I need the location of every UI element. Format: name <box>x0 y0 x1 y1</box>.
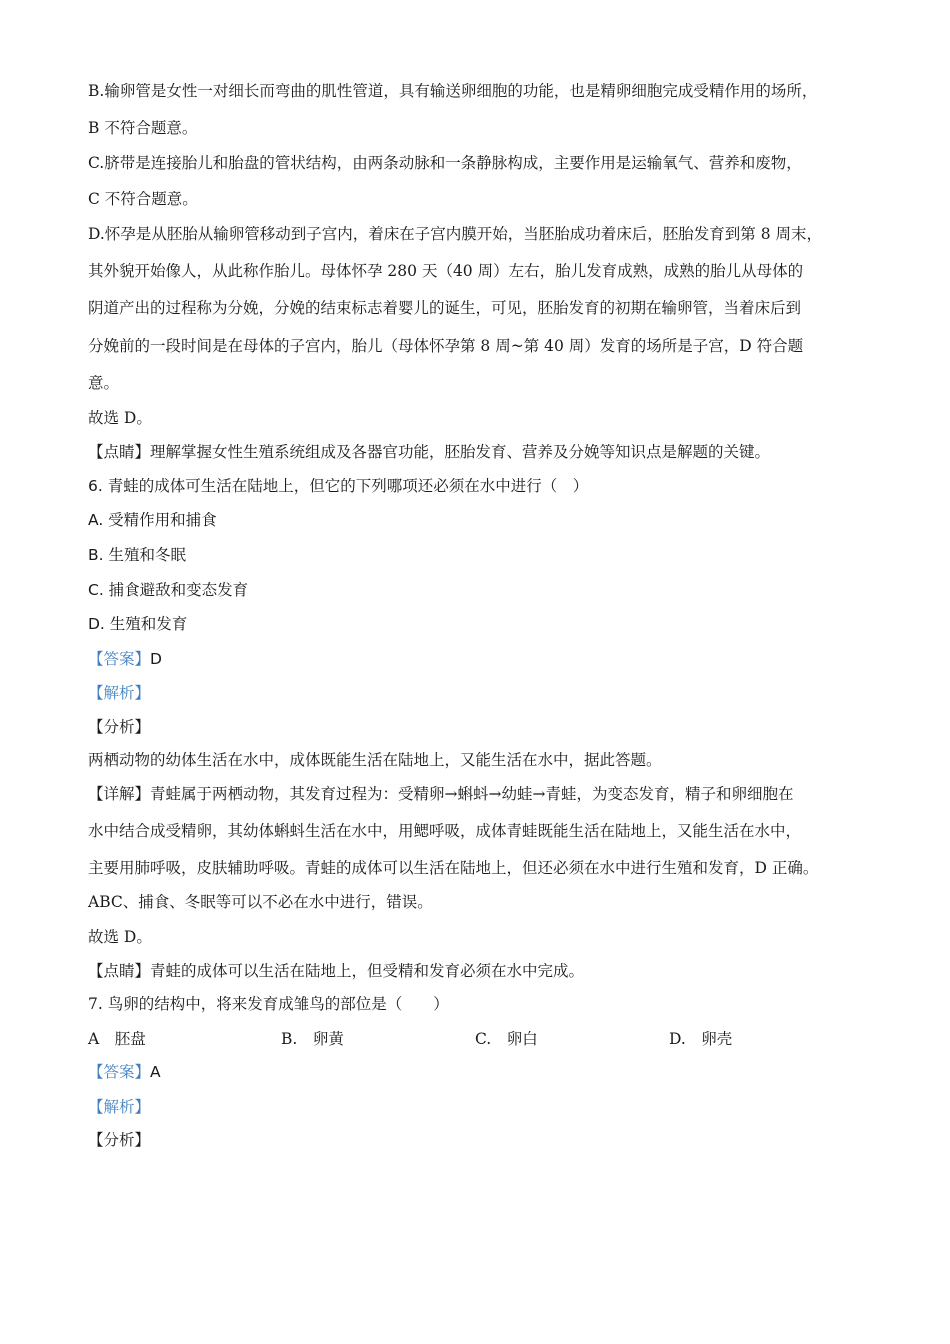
answer-tag: 【答案】 <box>88 650 151 668</box>
text-line: D.怀孕是从胚胎从输卵管移动到子宫内，着床在子宫内膜开始，当胚胎成功着床后，胚胎发育到第 8 周末， <box>88 225 823 243</box>
text-line <box>88 784 793 804</box>
answer-line <box>88 1062 161 1082</box>
dianjing-tag: 【点睛】 <box>88 962 151 980</box>
text-line: 阴道产出的过程称为分娩，分娩的结束标志着婴儿的诞生，可见，胚胎发育的初期在输卵管，当着床后到 <box>88 299 802 317</box>
option-d: D. 卵壳 <box>669 1030 733 1048</box>
analysis-tag: 【解析】 <box>88 684 151 702</box>
text-line: 【点睛】理解掌握女性生殖系统组成及各器官功能，胚胎发育、营养及分娩等知识点是解题的关键。 <box>88 443 771 461</box>
question-7: 7. 鸟卵的结构中，将来发育成雏鸟的部位是（ ） <box>88 995 449 1013</box>
option-d: D. 生殖和发育 <box>88 615 188 633</box>
text-line: C.脐带是连接胎儿和胎盘的管状结构，由两条动脉和一条静脉构成，主要作用是运输氧气、营养和废物， <box>88 154 802 172</box>
text-line: 分娩前的一段时间是在母体的子宫内，胎儿（母体怀孕第 8 周~第 40 周）发育的场所是子宫，D 符合题 <box>88 337 804 355</box>
option-b: B. 生殖和冬眠 <box>88 546 186 564</box>
answer-value: A <box>150 1063 161 1081</box>
text-line: 故选 D。 <box>88 928 152 946</box>
text-line: ABC、捕食、冬眠等可以不必在水中进行，错误。 <box>88 893 433 911</box>
text-line: 故选 D。 <box>88 409 152 427</box>
detail-tag: 【详解】 <box>88 785 151 803</box>
answer-line <box>88 649 162 669</box>
text-line: B.输卵管是女性一对细长而弯曲的肌性管道，具有输送卵细胞的功能，也是精卵细胞完成受精作用的场所， <box>88 82 818 100</box>
option-a: A. 受精作用和捕食 <box>88 511 217 529</box>
text-line <box>88 961 584 981</box>
fenxi-tag: 【分析】 <box>88 1131 151 1149</box>
dianjing-text: 青蛙的成体可以生活在陆地上，但受精和发育必须在水中完成。 <box>150 962 585 980</box>
text-line: 主要用肺呼吸，皮肤辅助呼吸。青蛙的成体可以生活在陆地上，但还必须在水中进行生殖和发育，D 正确。 <box>88 859 819 877</box>
answer-value: D <box>150 650 162 668</box>
text-line: 水中结合成受精卵，其幼体蝌蚪生活在水中，用鳃呼吸，成体青蛙既能生活在陆地上，又能生活在水中， <box>88 822 802 840</box>
text-line: B 不符合题意。 <box>88 119 198 137</box>
text-line: C 不符合题意。 <box>88 190 198 208</box>
question-6: 6. 青蛙的成体可生活在陆地上，但它的下列哪项还必须在水中进行（ ） <box>88 477 589 495</box>
text-line: 其外貌开始像人，从此称作胎儿。母体怀孕 280 天（40 周）左右，胎儿发育成熟，成熟的胎儿从母体的 <box>88 262 804 280</box>
answer-tag: 【答案】 <box>88 1063 151 1081</box>
text-line: 两栖动物的幼体生活在水中，成体既能生活在陆地上，又能生活在水中，据此答题。 <box>88 751 662 769</box>
option-c: C. 捕食避敌和变态发育 <box>88 581 249 599</box>
analysis-tag: 【解析】 <box>88 1098 151 1116</box>
detail-text: 青蛙属于两栖动物，其发育过程为：受精卵→蝌蚪→幼蛙→青蛙，为变态发育，精子和卵细胞在 <box>150 785 794 803</box>
option-a: A 胚盘 <box>88 1030 146 1048</box>
option-c: C. 卵白 <box>475 1030 538 1048</box>
fenxi-tag: 【分析】 <box>88 718 151 736</box>
text-line: 意。 <box>88 374 120 392</box>
option-b: B. 卵黄 <box>281 1030 344 1048</box>
